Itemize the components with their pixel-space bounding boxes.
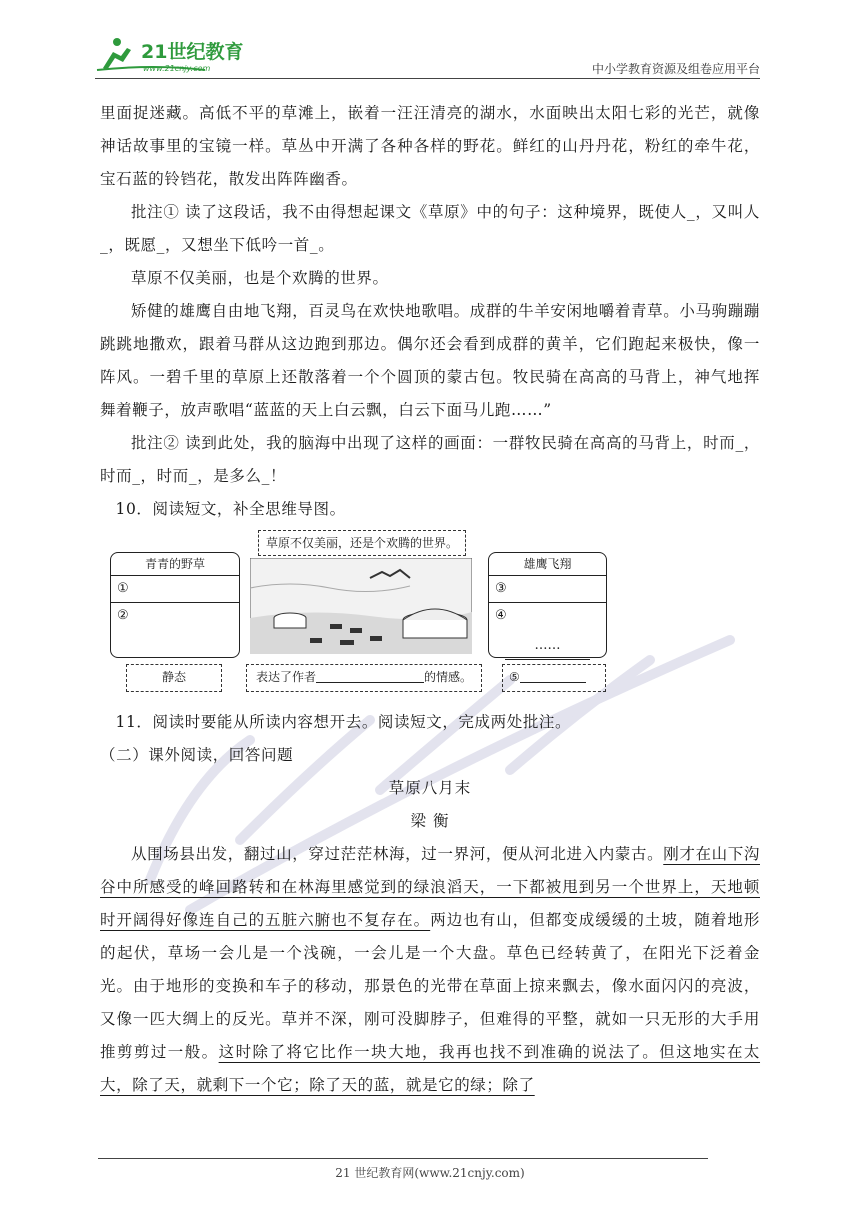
article-author: 梁 衡 bbox=[410, 812, 450, 830]
question-10: 10．阅读短文，补全思维导图。 bbox=[115, 500, 346, 518]
mind-map bbox=[100, 530, 760, 700]
platform-name: 中小学教育资源及组卷应用平台 bbox=[591, 62, 760, 76]
page-header bbox=[95, 30, 760, 80]
mindmap-top-label: 草原不仅美丽，还是个欢腾的世界。 bbox=[258, 530, 466, 556]
mindmap-blank-5[interactable] bbox=[520, 668, 586, 683]
article-text: 从围场县出发，翻过山，穿过茫茫林海，过一界河，便从河北进入内蒙古。 bbox=[131, 845, 664, 863]
article-paragraph bbox=[100, 838, 760, 1102]
mindmap-blank-3[interactable]: ③ bbox=[489, 576, 606, 603]
mindmap-right-title: 雄鹰飞翔 bbox=[489, 553, 606, 576]
header-divider bbox=[95, 78, 760, 79]
mindmap-center-suffix: 的情感。 bbox=[424, 670, 473, 684]
footer-divider bbox=[98, 1158, 708, 1159]
annotation-2: 批注② 读到此处，我的脑海中出现了这样的画面：一群牧民骑在高高的马背上，时而_，时而_，时而_，是多么_！ bbox=[100, 434, 760, 485]
passage-paragraph: 草原不仅美丽，也是个欢腾的世界。 bbox=[131, 269, 389, 287]
underlined-sentence-1: 刚才在山下沟谷中所感受的峰回路转和在林海里感觉到的绿浪滔天，一下都被甩到另一个世界上，天地顿时开阔得好像连自己的五脏六腑也不复存在。 bbox=[100, 845, 760, 929]
svg-text:www.21cnjy.com: www.21cnjy.com bbox=[143, 64, 211, 73]
page-footer: 21 世纪教育网(www.21cnjy.com) bbox=[335, 1166, 525, 1180]
passage-paragraph: 矫健的雄鹰自由地飞翔，百灵鸟在欢快地歌唱。成群的牛羊安闲地嚼着青草。小马驹蹦蹦跳跳地撒欢，跟着马群从这边跑到那边。偶尔还会看到成群的黄羊，它们跑起来极快，像一阵风。一碧千里的草原上还散落着一个个圆顶的蒙古包。牧民骑在高高的马背上，神气地挥舞着鞭子，放声歌唱“蓝蓝的天上白云飘，白云下面马儿跑……” bbox=[100, 302, 760, 419]
mindmap-ellipsis: …… bbox=[505, 633, 590, 660]
site-logo bbox=[95, 34, 275, 74]
section-heading: （二）课外阅读，回答问题 bbox=[100, 746, 294, 764]
passage-paragraph: 里面捉迷藏。高低不平的草滩上，嵌着一汪汪清亮的湖水，水面映出太阳七彩的光芒，就像神话故事里的宝镜一样。草丛中开满了各种各样的野花。鲜红的山丹丹花，粉红的牵牛花，宝石蓝的铃铛花，散发出阵阵幽香。 bbox=[100, 104, 760, 188]
mindmap-right-box bbox=[488, 552, 607, 658]
mindmap-left-box bbox=[110, 552, 240, 658]
annotation-1: 批注① 读了这段话，我不由得想起课文《草原》中的句子：这种境界，既使人_，又叫人_，既愿_，又想坐下低吟一首_。 bbox=[100, 203, 760, 254]
mindmap-left-title: 青青的野草 bbox=[111, 553, 239, 576]
article-text: 两边也有山，但都变成缓缓的土坡，随着地形的起伏，草场一会儿是一个浅碗，一会儿是一个大盘。草色已经转黄了，在阳光下泛着金光。由于地形的变换和车子的移动，那景色的光带在草面上掠来飘去，像水面闪闪的亮波，又像一匹大绸上的反光。草并不深，刚可没脚脖子，但难得的平整，就如一只无形的大手用推剪剪过一般。 bbox=[100, 911, 760, 1061]
underlined-sentence-2: 这时除了将它比作一块大地，我再也找不到准确的说法了。但这地实在太大，除了天，就剩下一个它；除了天的蓝，就是它的绿；除了 bbox=[100, 1043, 761, 1094]
article-title: 草原八月末 bbox=[388, 779, 472, 797]
grassland-illustration bbox=[250, 558, 472, 654]
mindmap-blank-4[interactable]: ④ bbox=[495, 608, 507, 623]
page-content bbox=[100, 97, 760, 1102]
mindmap-blank-2[interactable]: ② bbox=[117, 608, 129, 623]
mindmap-center-prefix: 表达了作者 bbox=[255, 670, 316, 684]
question-11: 11．阅读时要能从所读内容想开去。阅读短文，完成两处批注。 bbox=[115, 713, 572, 731]
mindmap-blank-5-label: ⑤ bbox=[509, 670, 520, 684]
mindmap-left-bottom: 静态 bbox=[126, 664, 222, 692]
mindmap-center-bottom bbox=[246, 664, 482, 692]
svg-text:21世纪教育: 21世纪教育 bbox=[141, 41, 244, 63]
mindmap-blank-1[interactable]: ① bbox=[111, 576, 239, 603]
mindmap-right-bottom bbox=[502, 664, 606, 692]
mindmap-emotion-blank[interactable] bbox=[316, 668, 424, 683]
